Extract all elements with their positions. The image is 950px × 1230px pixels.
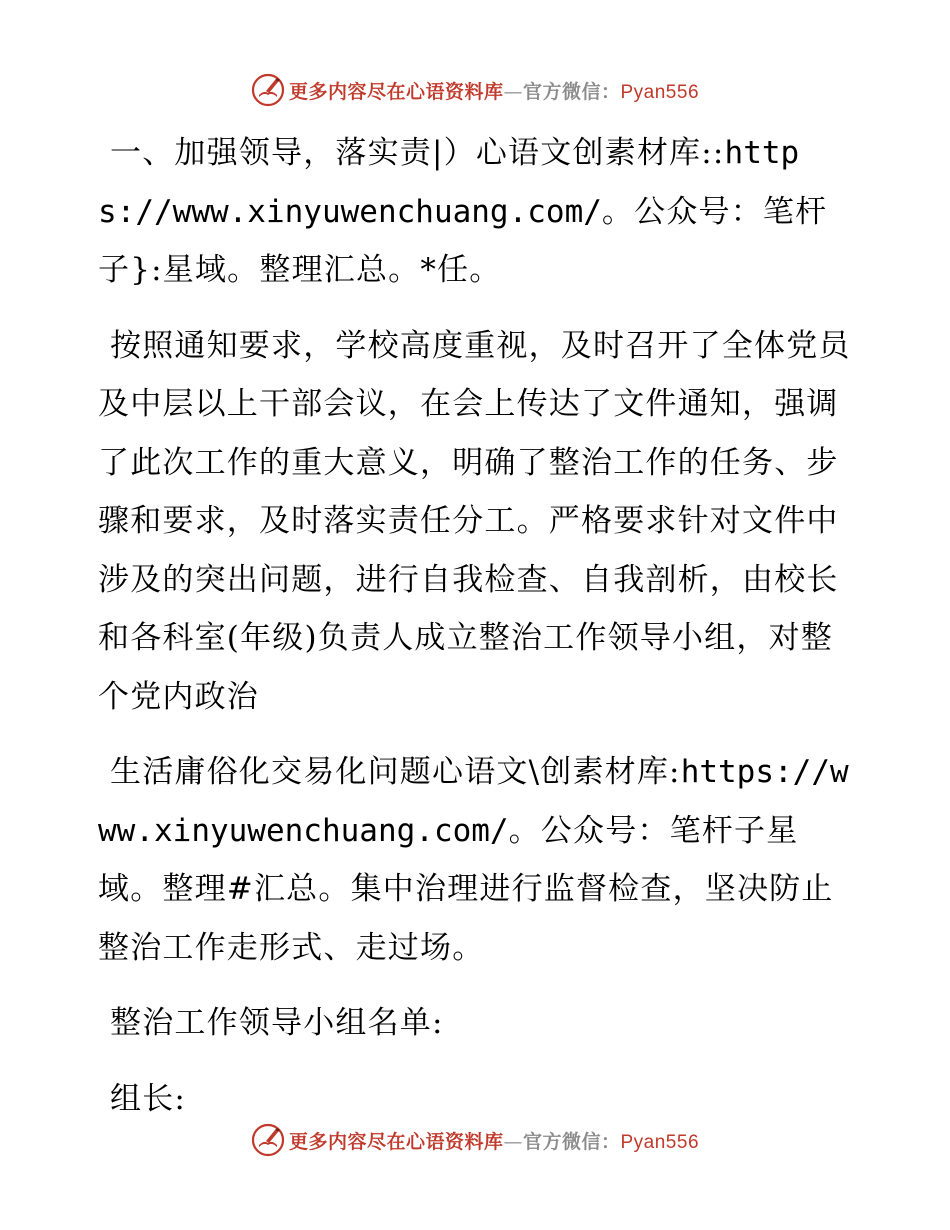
paragraph-3-url: https://www.xinyuwenchuang.com/ [98,754,849,849]
banner-text [289,77,699,104]
leading-group-title: 整治工作领导小组名单: [110,1005,444,1041]
paragraph-3-tail: 。公众号：笔杆子星域。整理#汇总。集中治理进行监督检查，坚决防止整治工作走形式、走过场。 [98,812,834,966]
paragraph-1-url: https://www.xinyuwenchuang.com/ [98,135,800,230]
banner-wechat-id: Pyan556 [620,1131,700,1153]
paragraph-4 [98,994,858,1053]
banner-text [289,1127,699,1154]
banner-title: 更多内容尽在心语资料库 [288,1130,504,1153]
group-leader-label: 组长: [110,1080,187,1117]
book-pen-logo-icon [251,1123,285,1157]
book-pen-logo-icon [251,73,285,107]
paragraph-2 [98,317,858,727]
paragraph-3 [98,743,858,977]
paragraph-1-heading: 一、加强领导，落实责|）心语文创素材库:: [110,135,725,171]
footer-banner [0,1120,950,1160]
banner-dash: — [503,80,523,103]
banner-dash: — [503,1130,523,1153]
document-body [98,124,858,1145]
paragraph-1 [98,124,858,300]
paragraph-1-tail: 。公众号：笔杆子}:星域。整理汇总。*任。 [98,193,828,288]
banner-title: 更多内容尽在心语资料库 [288,80,504,103]
banner-official-label: 官方微信： [522,1130,621,1153]
banner-official-label: 官方微信： [522,80,621,103]
banner-wechat-id: Pyan556 [620,81,700,103]
paragraph-3-head: 生活庸俗化交易化问题心语文\创素材库: [110,754,681,790]
header-banner [0,70,950,110]
paragraph-2-text: 按照通知要求，学校高度重视，及时召开了全体党员及中层以上干部会议，在会上传达了文件通知，强调了此次工作的重大意义，明确了整治工作的任务、步骤和要求，及时落实责任分工。严格要求针对文件中涉及的突出问题，进行自我检查、自我剖析，由校长和各科室(年级)负责人成立整治工作领导小组，对整个党内政治 [98,327,851,715]
